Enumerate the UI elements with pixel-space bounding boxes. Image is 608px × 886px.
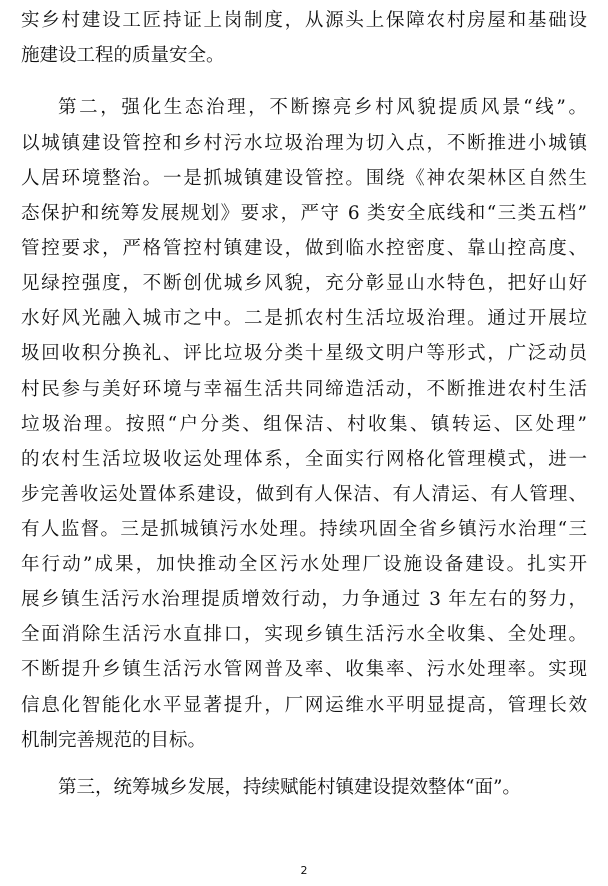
text-line: 机制完善规范的目标。 xyxy=(21,730,207,751)
text-line: 不断提升乡镇生活污水管网普及率、收集率、污水处理率。实现 xyxy=(21,659,587,680)
text-line: 第三，统筹城乡发展，持续赋能村镇建设提效整体“面”。 xyxy=(58,777,521,798)
text-line: 展乡镇生活污水治理提质增效行动，力争通过 3 年左右的努力， xyxy=(21,589,587,610)
text-line: 实乡村建设工匠持证上岗制度，从源头上保障农村房屋和基础设 xyxy=(21,10,587,31)
text-line: 垃圾治理。按照“户分类、组保洁、村收集、镇转运、区处理” xyxy=(21,414,587,435)
text-line: 施建设工程的质量安全。 xyxy=(21,45,225,66)
text-line: 管控要求，严格管控村镇建设，做到临水控密度、靠山控高度、 xyxy=(21,238,587,259)
text-line: 有人监督。三是抓城镇污水处理。持续巩固全省乡镇污水治理“三 xyxy=(21,519,587,540)
text-line: 年行动”成果，加快推动全区污水处理厂设施设备建设。扎实开 xyxy=(21,554,587,575)
page-number: 2 xyxy=(300,864,308,877)
text-line: 以城镇建设管控和乡村污水垃圾治理为切入点，不断推进小城镇 xyxy=(21,133,587,154)
text-line: 步完善收运处置体系建设，做到有人保洁、有人清运、有人管理、 xyxy=(21,484,587,505)
text-line: 圾回收积分换礼、评比垃圾分类十星级文明户等形式，广泛动员 xyxy=(21,343,587,364)
text-line: 水好风光融入城市之中。二是抓农村生活垃圾治理。通过开展垃 xyxy=(21,308,587,329)
text-line: 第二，强化生态治理，不断擦亮乡村风貌提质风景“线”。 xyxy=(58,97,587,118)
text-line: 的农村生活垃圾收运处理体系，全面实行网格化管理模式，进一 xyxy=(21,449,587,470)
text-line: 村民参与美好环境与幸福生活共同缔造活动，不断推进农村生活 xyxy=(21,379,587,400)
text-line: 全面消除生活污水直排口，实现乡镇生活污水全收集、全处理。 xyxy=(21,624,587,645)
text-line: 人居环境整治。一是抓城镇建设管控。围绕《神农架林区自然生 xyxy=(21,168,587,189)
text-line: 信息化智能化水平显著提升，厂网运维水平明显提高，管理长效 xyxy=(21,695,587,716)
text-line: 态保护和统筹发展规划》要求，严守 6 类安全底线和“三类五档” xyxy=(21,203,587,224)
text-line: 见绿控强度，不断创优城乡风貌，充分彰显山水特色，把好山好 xyxy=(21,273,587,294)
